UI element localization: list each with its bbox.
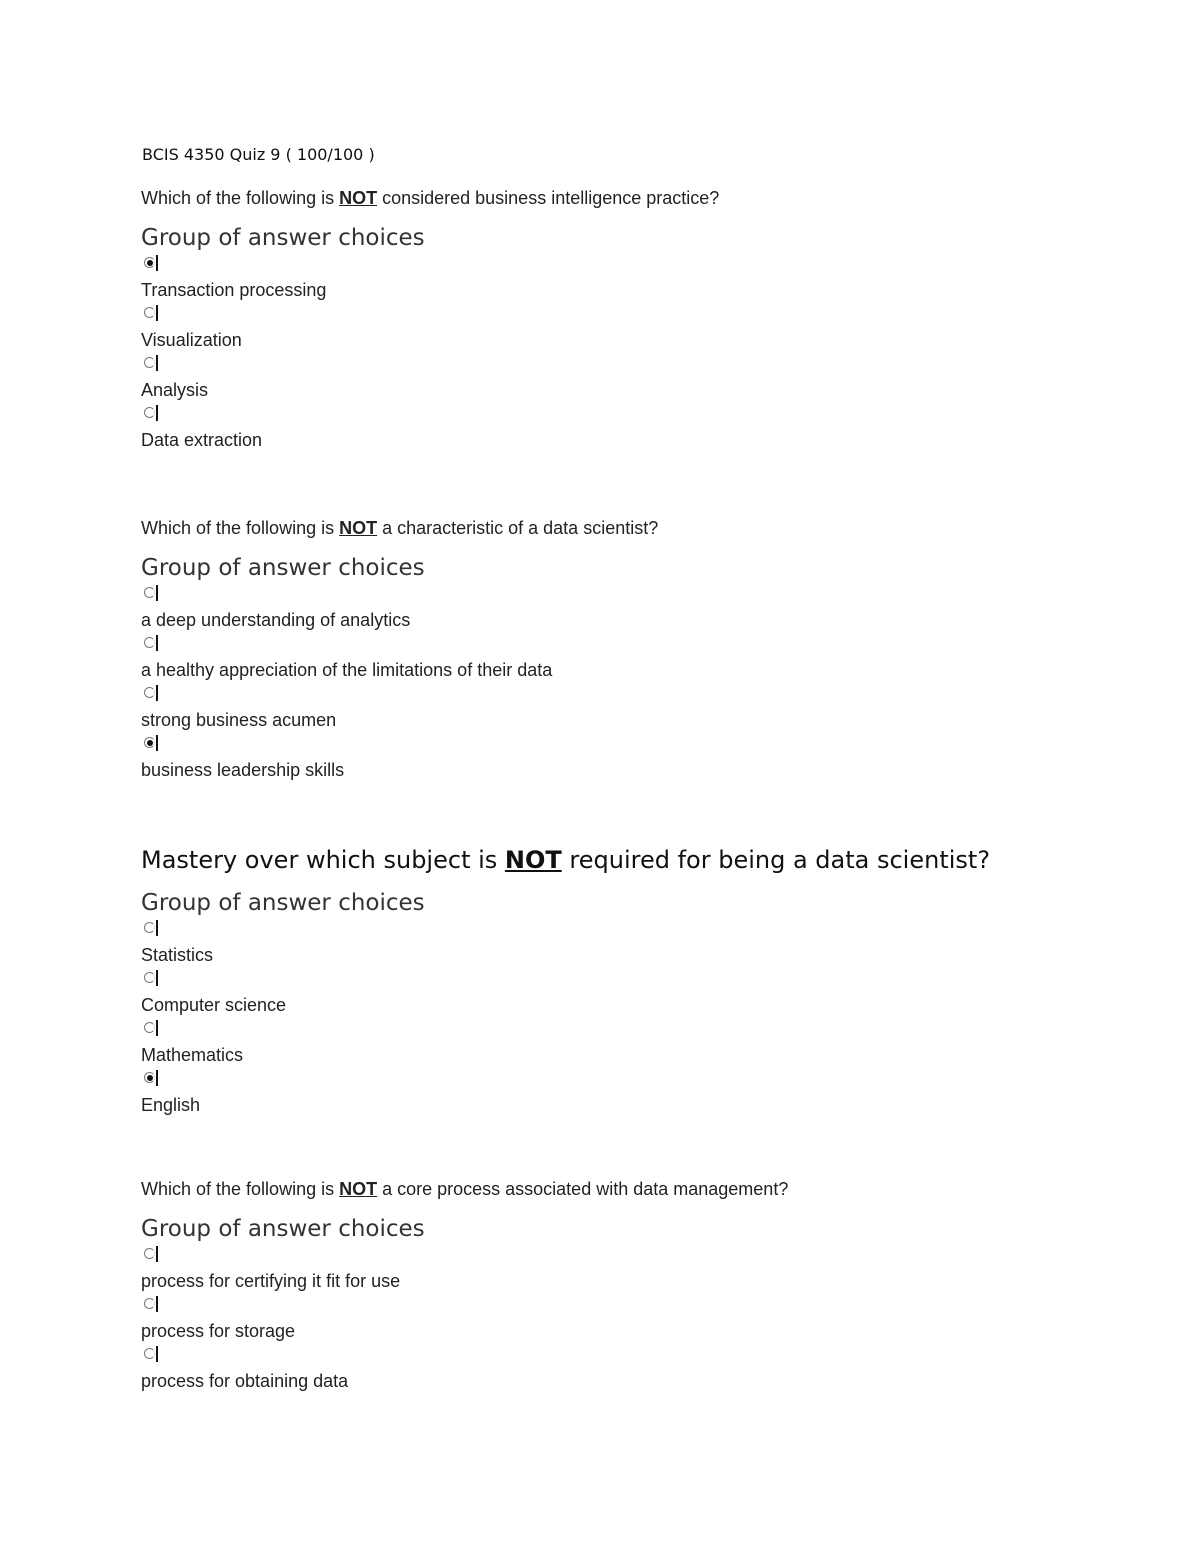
option-label: Statistics xyxy=(141,945,214,965)
radio-button[interactable] xyxy=(141,634,159,652)
prompt-text: Which of the following is xyxy=(141,188,340,208)
radio-button[interactable] xyxy=(141,919,159,937)
answer-option[interactable] xyxy=(141,1245,788,1293)
radio-button[interactable] xyxy=(141,1245,159,1263)
answer-option[interactable] xyxy=(141,969,990,1017)
group-label: Group of answer choices xyxy=(141,890,425,916)
option-label: strong business acumen xyxy=(141,710,337,730)
group-label: Group of answer choices xyxy=(141,225,425,251)
radio-button[interactable] xyxy=(141,404,159,422)
question-1 xyxy=(141,187,719,452)
answer-option[interactable] xyxy=(141,304,719,352)
question-3 xyxy=(141,845,990,1117)
radio-button[interactable] xyxy=(141,1069,159,1087)
radio-button[interactable] xyxy=(141,584,159,602)
option-label: a deep understanding of analytics xyxy=(141,610,411,630)
answer-option[interactable] xyxy=(141,1019,990,1067)
answer-option[interactable] xyxy=(141,734,658,782)
prompt-text: Which of the following is xyxy=(141,518,340,538)
prompt-text: Mastery over which subject is xyxy=(141,846,505,874)
option-label: business leadership skills xyxy=(141,760,345,780)
question-prompt xyxy=(141,187,719,209)
option-label: Data extraction xyxy=(141,430,263,450)
answer-option[interactable] xyxy=(141,634,658,682)
radio-button[interactable] xyxy=(141,1295,159,1313)
question-prompt xyxy=(141,1178,788,1200)
group-label: Group of answer choices xyxy=(141,555,425,581)
option-label: Computer science xyxy=(141,995,287,1015)
radio-button[interactable] xyxy=(141,969,159,987)
question-prompt xyxy=(141,845,990,875)
answer-option[interactable] xyxy=(141,919,990,967)
prompt-emphasis: NOT xyxy=(339,1179,378,1199)
prompt-text: Which of the following is xyxy=(141,1179,340,1199)
question-4 xyxy=(141,1178,788,1393)
radio-button[interactable] xyxy=(141,1019,159,1037)
option-label: Mathematics xyxy=(141,1045,244,1065)
question-prompt xyxy=(141,517,658,539)
answer-option[interactable] xyxy=(141,684,658,732)
radio-button[interactable] xyxy=(141,354,159,372)
answer-option[interactable] xyxy=(141,1345,788,1393)
prompt-text: a characteristic of a data scientist? xyxy=(377,518,659,538)
prompt-text: considered business intelligence practice? xyxy=(377,188,720,208)
radio-button[interactable] xyxy=(141,684,159,702)
option-label: a healthy appreciation of the limitations of their data xyxy=(141,660,553,680)
option-label: process for storage xyxy=(141,1321,296,1341)
option-label: process for obtaining data xyxy=(141,1371,349,1391)
answer-option[interactable] xyxy=(141,584,658,632)
answer-option[interactable] xyxy=(141,1069,990,1117)
option-label: process for certifying it fit for use xyxy=(141,1271,401,1291)
option-label: Transaction processing xyxy=(141,280,327,300)
prompt-emphasis: NOT xyxy=(504,846,562,874)
prompt-emphasis: NOT xyxy=(339,518,378,538)
option-label: Analysis xyxy=(141,380,209,400)
answer-option[interactable] xyxy=(141,254,719,302)
radio-button[interactable] xyxy=(141,1345,159,1363)
option-label: Visualization xyxy=(141,330,242,350)
question-2 xyxy=(141,517,658,782)
prompt-text: a core process associated with data management? xyxy=(377,1179,789,1199)
option-label: English xyxy=(141,1095,201,1115)
radio-button[interactable] xyxy=(141,734,159,752)
answer-option[interactable] xyxy=(141,1295,788,1343)
answer-option[interactable] xyxy=(141,404,719,452)
radio-button[interactable] xyxy=(141,304,159,322)
group-label: Group of answer choices xyxy=(141,1216,425,1242)
prompt-text: required for being a data scientist? xyxy=(561,846,991,874)
prompt-emphasis: NOT xyxy=(339,188,378,208)
radio-button[interactable] xyxy=(141,254,159,272)
document-title: BCIS 4350 Quiz 9 ( 100/100 ) xyxy=(142,145,375,164)
answer-option[interactable] xyxy=(141,354,719,402)
